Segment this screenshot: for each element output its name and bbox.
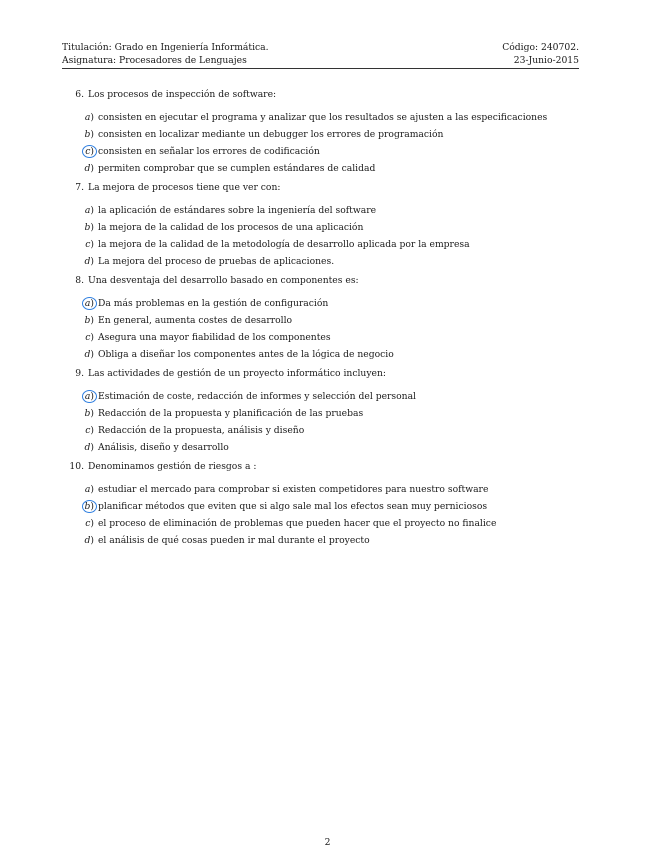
question-number: 10. (69, 461, 84, 472)
option-text: consisten en localizar mediante un debugger los errores de programación (98, 129, 444, 140)
option-letter-char: d (84, 535, 91, 546)
option-letter-char: d (84, 256, 91, 267)
question-number: 7. (75, 182, 84, 193)
subject-label: Asignatura: Procesadores de Lenguajes (62, 54, 247, 66)
question-text: Denominamos gestión de riesgos a : (88, 461, 257, 472)
answer-option-a (62, 481, 582, 498)
question-item (62, 88, 582, 177)
option-letter (62, 205, 98, 216)
option-text: la aplicación de estándares sobre la ingeniería del software (98, 205, 377, 216)
option-paren: ) (90, 222, 94, 233)
page-header (62, 42, 579, 67)
option-letter-char: b (84, 129, 91, 140)
option-letter (62, 315, 98, 326)
option-letter-char: c (85, 518, 91, 529)
header-divider (62, 68, 579, 69)
question-text: Los procesos de inspección de software: (88, 89, 277, 100)
option-text: estudiar el mercado para comprobar si existen competidores para nuestro software (98, 484, 489, 495)
question-heading (62, 460, 582, 474)
question-heading (62, 181, 582, 195)
option-letter (62, 408, 98, 419)
option-letter-char: c (85, 146, 91, 157)
exam-date: 23-Junio-2015 (513, 54, 579, 66)
option-list (62, 295, 582, 363)
answer-option-b (62, 498, 582, 515)
option-letter (62, 112, 98, 123)
option-letter-char: d (84, 163, 91, 174)
question-heading (62, 367, 582, 381)
header-row-2 (62, 55, 579, 68)
option-letter (62, 535, 98, 546)
option-letter (62, 146, 98, 157)
option-text: Redacción de la propuesta y planificación de las pruebas (98, 408, 364, 419)
header-row-1 (62, 42, 579, 55)
option-paren: ) (90, 129, 94, 140)
option-paren: ) (90, 256, 94, 267)
option-letter-char: c (85, 239, 91, 250)
answer-option-d (62, 439, 582, 456)
question-item (62, 367, 582, 456)
answer-option-b (62, 312, 582, 329)
option-text: el análisis de qué cosas pueden ir mal durante el proyecto (98, 535, 370, 546)
page-number: 2 (324, 837, 331, 848)
option-paren: ) (90, 315, 94, 326)
degree-label: Titulación: Grado en Ingeniería Informática. (62, 42, 269, 53)
option-text: Estimación de coste, redacción de informes y selección del personal (98, 391, 416, 402)
option-paren: ) (90, 391, 94, 402)
option-paren: ) (90, 239, 94, 250)
option-text: planificar métodos que eviten que si algo sale mal los efectos sean muy perniciosos (98, 501, 488, 512)
option-text: la mejora de la calidad de la metodología de desarrollo aplicada por la empresa (98, 239, 470, 250)
option-text: Asegura una mayor fiabilidad de los componentes (98, 332, 331, 343)
option-text: Da más problemas en la gestión de configuración (98, 298, 329, 309)
option-letter (62, 349, 98, 360)
answer-option-d (62, 160, 582, 177)
selected-answer-circle (82, 297, 97, 310)
option-letter (62, 239, 98, 250)
option-letter (62, 501, 98, 512)
answer-option-b (62, 405, 582, 422)
option-text: la mejora de la calidad de los procesos de una aplicación (98, 222, 364, 233)
option-list (62, 109, 582, 177)
selected-answer-circle (82, 390, 97, 403)
option-paren: ) (90, 205, 94, 216)
option-paren: ) (90, 518, 94, 529)
answer-option-d (62, 532, 582, 549)
course-code: Código: 240702. (502, 42, 579, 53)
option-text: permiten comprobar que se cumplen estándares de calidad (98, 163, 376, 174)
answer-option-d (62, 346, 582, 363)
option-text: Análisis, diseño y desarrollo (98, 442, 229, 453)
answer-option-d (62, 253, 582, 270)
answer-option-c (62, 329, 582, 346)
question-text: La mejora de procesos tiene que ver con: (88, 182, 281, 193)
option-paren: ) (90, 535, 94, 546)
option-text: consisten en señalar los errores de codificación (98, 146, 320, 157)
question-heading (62, 274, 582, 288)
answer-option-c (62, 236, 582, 253)
option-paren: ) (90, 501, 94, 512)
option-paren: ) (90, 332, 94, 343)
option-paren: ) (90, 163, 94, 174)
option-text: Redacción de la propuesta, análisis y diseño (98, 425, 305, 436)
option-letter (62, 518, 98, 529)
option-letter (62, 484, 98, 495)
answer-option-a (62, 109, 582, 126)
answer-option-b (62, 219, 582, 236)
option-text: En general, aumenta costes de desarrollo (98, 315, 293, 326)
option-list (62, 481, 582, 549)
option-paren: ) (90, 408, 94, 419)
answer-option-b (62, 126, 582, 143)
option-letter-char: b (84, 315, 91, 326)
option-list (62, 388, 582, 456)
selected-answer-circle (82, 145, 97, 158)
option-paren: ) (90, 349, 94, 360)
option-letter (62, 163, 98, 174)
question-list (62, 88, 582, 553)
option-paren: ) (90, 425, 94, 436)
option-list (62, 202, 582, 270)
question-text: Una desventaja del desarrollo basado en componentes es: (88, 275, 359, 286)
option-letter-char: d (84, 442, 91, 453)
option-letter (62, 442, 98, 453)
answer-option-c (62, 515, 582, 532)
option-letter-char: a (84, 391, 91, 402)
answer-option-a (62, 202, 582, 219)
option-letter (62, 256, 98, 267)
option-letter-char: d (84, 349, 91, 360)
option-letter-char: a (84, 205, 91, 216)
option-paren: ) (90, 112, 94, 123)
option-text: La mejora del proceso de pruebas de aplicaciones. (98, 256, 335, 267)
question-item (62, 460, 582, 549)
option-text: Obliga a diseñar los componentes antes de la lógica de negocio (98, 349, 394, 360)
option-letter (62, 391, 98, 402)
option-letter-char: c (85, 425, 91, 436)
selected-answer-circle (82, 500, 97, 513)
option-letter-char: b (84, 408, 91, 419)
answer-option-c (62, 143, 582, 160)
question-text: Las actividades de gestión de un proyecto informático incluyen: (88, 368, 386, 379)
option-letter-char: c (85, 332, 91, 343)
option-letter-char: a (84, 298, 91, 309)
option-letter (62, 222, 98, 233)
question-number: 8. (75, 275, 84, 286)
option-letter-char: a (84, 484, 91, 495)
answer-option-a (62, 295, 582, 312)
option-paren: ) (90, 146, 94, 157)
answer-option-a (62, 388, 582, 405)
question-heading (62, 88, 582, 102)
question-number: 6. (75, 89, 84, 100)
option-text: consisten en ejecutar el programa y analizar que los resultados se ajusten a las especificaciones (98, 112, 548, 123)
question-number: 9. (75, 368, 84, 379)
option-letter (62, 298, 98, 309)
option-letter-char: b (84, 222, 91, 233)
option-paren: ) (90, 442, 94, 453)
question-item (62, 274, 582, 363)
option-paren: ) (90, 298, 94, 309)
answer-option-c (62, 422, 582, 439)
option-letter (62, 332, 98, 343)
option-text: el proceso de eliminación de problemas que pueden hacer que el proyecto no finalice (98, 518, 497, 529)
question-item (62, 181, 582, 270)
option-letter-char: b (84, 501, 91, 512)
option-paren: ) (90, 484, 94, 495)
option-letter (62, 129, 98, 140)
option-letter (62, 425, 98, 436)
option-letter-char: a (84, 112, 91, 123)
